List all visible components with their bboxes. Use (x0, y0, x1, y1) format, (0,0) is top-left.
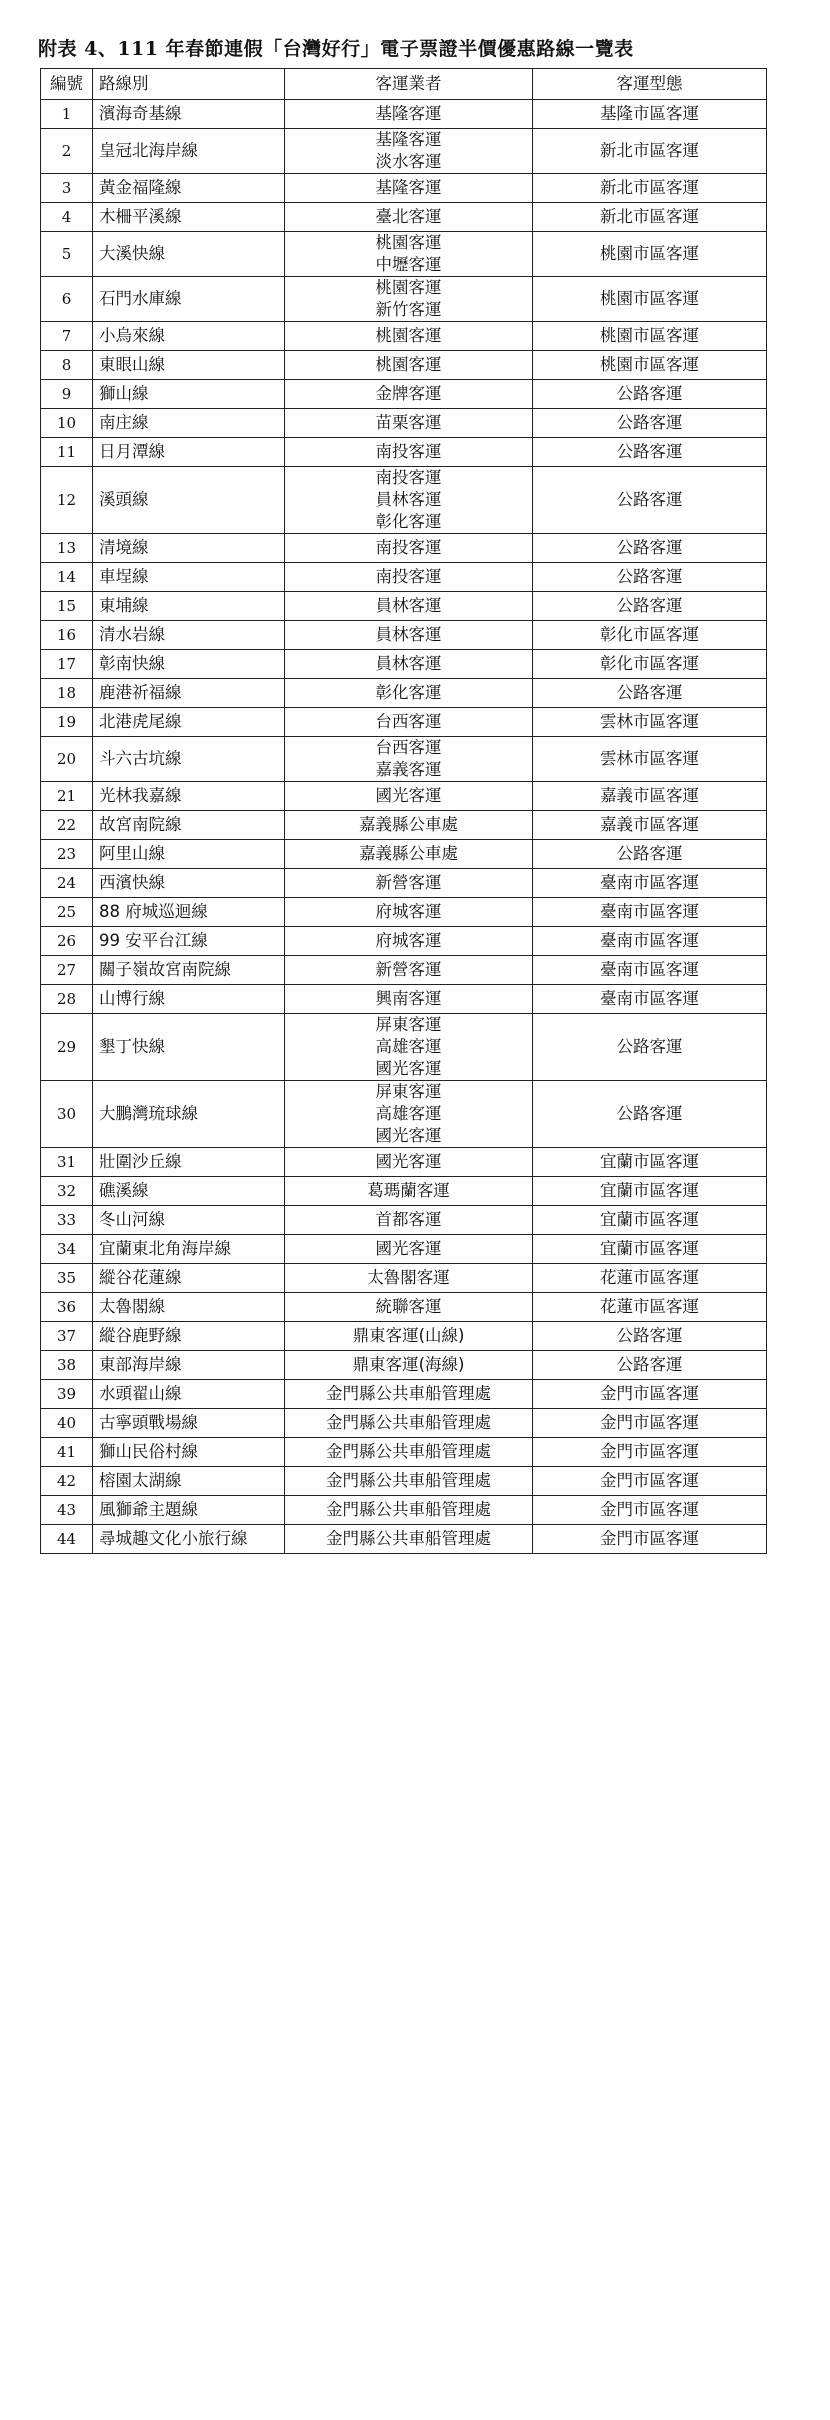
service-type: 宜蘭市區客運 (533, 1148, 767, 1177)
route-name: 東埔線 (93, 592, 285, 621)
table-row (41, 927, 767, 956)
operator-name: 南投客運 (375, 567, 442, 586)
operator-cell (285, 100, 533, 129)
operator-cell (285, 650, 533, 679)
operator-name: 南投客運 (375, 468, 442, 487)
service-type: 金門市區客運 (533, 1380, 767, 1409)
route-name: 北港虎尾線 (93, 708, 285, 737)
operator-name: 統聯客運 (375, 1297, 442, 1316)
table-row (41, 1264, 767, 1293)
operator-name: 新營客運 (375, 960, 442, 979)
operator-cell (285, 1496, 533, 1525)
operator-name: 員林客運 (375, 625, 442, 644)
route-name: 皇冠北海岸線 (93, 129, 285, 174)
service-type: 公路客運 (533, 1081, 767, 1148)
operator-name: 金門縣公共車船管理處 (326, 1529, 491, 1548)
operator-name: 淡水客運 (375, 152, 442, 171)
table-row (41, 1293, 767, 1322)
route-number: 37 (41, 1322, 93, 1351)
route-name: 大溪快線 (93, 232, 285, 277)
table-row (41, 1380, 767, 1409)
operator-cell (285, 869, 533, 898)
table-row (41, 650, 767, 679)
service-type: 雲林市區客運 (533, 737, 767, 782)
operator-name: 桃園客運 (375, 326, 442, 345)
table-row (41, 1235, 767, 1264)
table-row (41, 1014, 767, 1081)
route-number: 40 (41, 1409, 93, 1438)
service-type: 臺南市區客運 (533, 869, 767, 898)
service-type: 公路客運 (533, 438, 767, 467)
operator-cell (285, 203, 533, 232)
operator-name: 桃園客運 (375, 355, 442, 374)
service-type: 金門市區客運 (533, 1525, 767, 1554)
table-row (41, 1322, 767, 1351)
service-type: 公路客運 (533, 1322, 767, 1351)
route-number: 39 (41, 1380, 93, 1409)
operator-cell (285, 563, 533, 592)
table-row (41, 1525, 767, 1554)
route-name: 99 安平台江線 (93, 927, 285, 956)
operator-name: 嘉義客運 (375, 760, 442, 779)
service-type: 嘉義市區客運 (533, 782, 767, 811)
operator-cell (285, 174, 533, 203)
route-name: 東部海岸線 (93, 1351, 285, 1380)
service-type: 花蓮市區客運 (533, 1264, 767, 1293)
operator-name: 台西客運 (375, 738, 442, 757)
service-type: 臺南市區客運 (533, 898, 767, 927)
route-number: 36 (41, 1293, 93, 1322)
table-row (41, 592, 767, 621)
route-number: 38 (41, 1351, 93, 1380)
route-name: 古寧頭戰場線 (93, 1409, 285, 1438)
service-type: 彰化市區客運 (533, 650, 767, 679)
operator-cell (285, 927, 533, 956)
operator-name: 興南客運 (375, 989, 442, 1008)
route-number: 2 (41, 129, 93, 174)
service-type: 公路客運 (533, 409, 767, 438)
operator-name: 苗栗客運 (375, 413, 442, 432)
table-row (41, 956, 767, 985)
route-name: 日月潭線 (93, 438, 285, 467)
service-type: 新北市區客運 (533, 174, 767, 203)
service-type: 公路客運 (533, 679, 767, 708)
table-row (41, 869, 767, 898)
table-row (41, 100, 767, 129)
route-name: 冬山河線 (93, 1206, 285, 1235)
operator-cell (285, 898, 533, 927)
table-row (41, 679, 767, 708)
service-type: 臺南市區客運 (533, 956, 767, 985)
route-name: 東眼山線 (93, 351, 285, 380)
route-number: 8 (41, 351, 93, 380)
table-row (41, 1496, 767, 1525)
table-row (41, 438, 767, 467)
table-row (41, 737, 767, 782)
operator-name: 國光客運 (375, 1239, 442, 1258)
service-type: 雲林市區客運 (533, 708, 767, 737)
table-row (41, 467, 767, 534)
route-name: 石門水庫線 (93, 277, 285, 322)
header-type: 客運型態 (533, 69, 767, 100)
table-row (41, 322, 767, 351)
operator-name: 府城客運 (375, 931, 442, 950)
operator-cell (285, 1293, 533, 1322)
operator-cell (285, 1014, 533, 1081)
service-type: 新北市區客運 (533, 129, 767, 174)
operator-cell (285, 956, 533, 985)
table-row (41, 1206, 767, 1235)
route-number: 6 (41, 277, 93, 322)
service-type: 嘉義市區客運 (533, 811, 767, 840)
operator-cell (285, 1264, 533, 1293)
operator-name: 金牌客運 (375, 384, 442, 403)
operator-cell (285, 1235, 533, 1264)
operator-name: 嘉義縣公車處 (359, 844, 458, 863)
route-name: 關子嶺故宮南院線 (93, 956, 285, 985)
route-number: 35 (41, 1264, 93, 1293)
route-name: 宜蘭東北角海岸線 (93, 1235, 285, 1264)
table-row (41, 1409, 767, 1438)
route-number: 16 (41, 621, 93, 650)
route-number: 44 (41, 1525, 93, 1554)
routes-table (40, 68, 767, 1554)
service-type: 公路客運 (533, 380, 767, 409)
route-name: 溪頭線 (93, 467, 285, 534)
route-name: 清水岩線 (93, 621, 285, 650)
route-number: 11 (41, 438, 93, 467)
operator-cell (285, 534, 533, 563)
operator-name: 金門縣公共車船管理處 (326, 1500, 491, 1519)
table-row (41, 203, 767, 232)
route-number: 3 (41, 174, 93, 203)
operator-name: 基隆客運 (375, 104, 442, 123)
route-name: 濱海奇基線 (93, 100, 285, 129)
operator-name: 國光客運 (375, 786, 442, 805)
operator-name: 金門縣公共車船管理處 (326, 1471, 491, 1490)
operator-cell (285, 1438, 533, 1467)
route-number: 43 (41, 1496, 93, 1525)
table-row (41, 129, 767, 174)
route-number: 20 (41, 737, 93, 782)
operator-cell (285, 592, 533, 621)
route-number: 34 (41, 1235, 93, 1264)
table-row (41, 380, 767, 409)
operator-name: 南投客運 (375, 538, 442, 557)
table-row (41, 409, 767, 438)
operator-cell (285, 1380, 533, 1409)
table-header-row (41, 69, 767, 100)
route-number: 41 (41, 1438, 93, 1467)
route-number: 17 (41, 650, 93, 679)
operator-cell (285, 737, 533, 782)
route-name: 獅山線 (93, 380, 285, 409)
operator-cell (285, 277, 533, 322)
route-number: 19 (41, 708, 93, 737)
service-type: 公路客運 (533, 534, 767, 563)
service-type: 公路客運 (533, 563, 767, 592)
service-type: 桃園市區客運 (533, 351, 767, 380)
operator-cell (285, 1525, 533, 1554)
route-number: 10 (41, 409, 93, 438)
route-name: 水頭翟山線 (93, 1380, 285, 1409)
route-number: 42 (41, 1467, 93, 1496)
service-type: 公路客運 (533, 467, 767, 534)
operator-name: 南投客運 (375, 442, 442, 461)
operator-name: 屏東客運 (375, 1015, 442, 1034)
operator-name: 桃園客運 (375, 233, 442, 252)
route-name: 鹿港祈福線 (93, 679, 285, 708)
route-name: 壯圍沙丘線 (93, 1148, 285, 1177)
operator-cell (285, 380, 533, 409)
operator-name: 基隆客運 (375, 130, 442, 149)
route-name: 光林我嘉線 (93, 782, 285, 811)
route-name: 獅山民俗村線 (93, 1438, 285, 1467)
operator-name: 中壢客運 (375, 255, 442, 274)
operator-cell (285, 438, 533, 467)
route-number: 1 (41, 100, 93, 129)
operator-name: 鼎東客運(海線) (352, 1355, 465, 1374)
operator-name: 新營客運 (375, 873, 442, 892)
service-type: 公路客運 (533, 1351, 767, 1380)
service-type: 桃園市區客運 (533, 277, 767, 322)
route-number: 24 (41, 869, 93, 898)
operator-cell (285, 351, 533, 380)
table-row (41, 1148, 767, 1177)
service-type: 花蓮市區客運 (533, 1293, 767, 1322)
operator-name: 葛瑪蘭客運 (367, 1181, 450, 1200)
route-name: 88 府城巡迴線 (93, 898, 285, 927)
table-row (41, 1351, 767, 1380)
operator-cell (285, 985, 533, 1014)
service-type: 宜蘭市區客運 (533, 1177, 767, 1206)
operator-cell (285, 232, 533, 277)
route-name: 尋城趣文化小旅行線 (93, 1525, 285, 1554)
table-row (41, 708, 767, 737)
table-row (41, 1467, 767, 1496)
route-number: 21 (41, 782, 93, 811)
route-number: 5 (41, 232, 93, 277)
route-number: 32 (41, 1177, 93, 1206)
route-name: 大鵬灣琉球線 (93, 1081, 285, 1148)
table-row (41, 782, 767, 811)
route-name: 榕園太湖線 (93, 1467, 285, 1496)
route-name: 西濱快線 (93, 869, 285, 898)
service-type: 桃園市區客運 (533, 232, 767, 277)
route-name: 木柵平溪線 (93, 203, 285, 232)
service-type: 基隆市區客運 (533, 100, 767, 129)
operator-name: 員林客運 (375, 654, 442, 673)
operator-name: 國光客運 (375, 1059, 442, 1078)
operator-name: 彰化客運 (375, 683, 442, 702)
route-name: 黃金福隆線 (93, 174, 285, 203)
route-number: 25 (41, 898, 93, 927)
route-name: 山博行線 (93, 985, 285, 1014)
document-title: 附表 4、111 年春節連假「台灣好行」電子票證半價優惠路線一覽表 (38, 38, 634, 60)
route-name: 南庄線 (93, 409, 285, 438)
service-type: 臺南市區客運 (533, 985, 767, 1014)
header-route: 路線別 (93, 69, 285, 100)
table-row (41, 174, 767, 203)
route-name: 車埕線 (93, 563, 285, 592)
operator-name: 桃園客運 (375, 278, 442, 297)
operator-name: 新竹客運 (375, 300, 442, 319)
route-name: 阿里山線 (93, 840, 285, 869)
route-name: 彰南快線 (93, 650, 285, 679)
route-name: 風獅爺主題線 (93, 1496, 285, 1525)
table-row (41, 621, 767, 650)
service-type: 金門市區客運 (533, 1438, 767, 1467)
route-number: 12 (41, 467, 93, 534)
route-number: 31 (41, 1148, 93, 1177)
operator-cell (285, 1081, 533, 1148)
service-type: 公路客運 (533, 1014, 767, 1081)
service-type: 新北市區客運 (533, 203, 767, 232)
operator-cell (285, 1148, 533, 1177)
operator-cell (285, 322, 533, 351)
operator-name: 屏東客運 (375, 1082, 442, 1101)
header-no: 編號 (41, 69, 93, 100)
operator-cell (285, 708, 533, 737)
service-type: 金門市區客運 (533, 1467, 767, 1496)
operator-cell (285, 1322, 533, 1351)
route-name: 墾丁快線 (93, 1014, 285, 1081)
table-row (41, 1438, 767, 1467)
operator-cell (285, 1409, 533, 1438)
operator-name: 高雄客運 (375, 1037, 442, 1056)
service-type: 臺南市區客運 (533, 927, 767, 956)
operator-name: 員林客運 (375, 596, 442, 615)
operator-name: 嘉義縣公車處 (359, 815, 458, 834)
route-number: 33 (41, 1206, 93, 1235)
operator-name: 金門縣公共車船管理處 (326, 1384, 491, 1403)
service-type: 金門市區客運 (533, 1496, 767, 1525)
operator-name: 金門縣公共車船管理處 (326, 1442, 491, 1461)
route-name: 縱谷鹿野線 (93, 1322, 285, 1351)
table-row (41, 232, 767, 277)
operator-name: 國光客運 (375, 1126, 442, 1145)
table-row (41, 840, 767, 869)
operator-name: 彰化客運 (375, 512, 442, 531)
service-type: 宜蘭市區客運 (533, 1235, 767, 1264)
operator-name: 基隆客運 (375, 178, 442, 197)
table-row (41, 1081, 767, 1148)
route-name: 太魯閣線 (93, 1293, 285, 1322)
table-row (41, 277, 767, 322)
operator-name: 首都客運 (375, 1210, 442, 1229)
operator-name: 國光客運 (375, 1152, 442, 1171)
table-row (41, 534, 767, 563)
operator-cell (285, 621, 533, 650)
route-number: 9 (41, 380, 93, 409)
route-name: 小烏來線 (93, 322, 285, 351)
operator-name: 府城客運 (375, 902, 442, 921)
operator-name: 高雄客運 (375, 1104, 442, 1123)
route-name: 清境線 (93, 534, 285, 563)
route-number: 15 (41, 592, 93, 621)
table-row (41, 563, 767, 592)
route-name: 故宮南院線 (93, 811, 285, 840)
operator-name: 鼎東客運(山線) (352, 1326, 465, 1345)
operator-cell (285, 811, 533, 840)
service-type: 金門市區客運 (533, 1409, 767, 1438)
operator-cell (285, 409, 533, 438)
route-number: 13 (41, 534, 93, 563)
route-number: 4 (41, 203, 93, 232)
service-type: 公路客運 (533, 592, 767, 621)
header-operator: 客運業者 (285, 69, 533, 100)
service-type: 桃園市區客運 (533, 322, 767, 351)
table-row (41, 985, 767, 1014)
route-number: 23 (41, 840, 93, 869)
route-number: 29 (41, 1014, 93, 1081)
service-type: 公路客運 (533, 840, 767, 869)
table-row (41, 811, 767, 840)
table-row (41, 351, 767, 380)
operator-cell (285, 679, 533, 708)
route-number: 14 (41, 563, 93, 592)
route-name: 斗六古坑線 (93, 737, 285, 782)
service-type: 彰化市區客運 (533, 621, 767, 650)
table-row (41, 898, 767, 927)
route-name: 礁溪線 (93, 1177, 285, 1206)
route-number: 30 (41, 1081, 93, 1148)
operator-name: 金門縣公共車船管理處 (326, 1413, 491, 1432)
operator-cell (285, 467, 533, 534)
operator-name: 太魯閣客運 (367, 1268, 450, 1287)
table-row (41, 1177, 767, 1206)
route-number: 7 (41, 322, 93, 351)
operator-name: 臺北客運 (375, 207, 442, 226)
table-body (41, 100, 767, 1554)
operator-cell (285, 1467, 533, 1496)
operator-cell (285, 129, 533, 174)
route-number: 28 (41, 985, 93, 1014)
route-number: 22 (41, 811, 93, 840)
route-number: 18 (41, 679, 93, 708)
route-name: 縱谷花蓮線 (93, 1264, 285, 1293)
service-type: 宜蘭市區客運 (533, 1206, 767, 1235)
operator-cell (285, 840, 533, 869)
operator-cell (285, 1206, 533, 1235)
operator-name: 台西客運 (375, 712, 442, 731)
operator-name: 員林客運 (375, 490, 442, 509)
route-number: 26 (41, 927, 93, 956)
operator-cell (285, 1351, 533, 1380)
route-number: 27 (41, 956, 93, 985)
operator-cell (285, 782, 533, 811)
operator-cell (285, 1177, 533, 1206)
